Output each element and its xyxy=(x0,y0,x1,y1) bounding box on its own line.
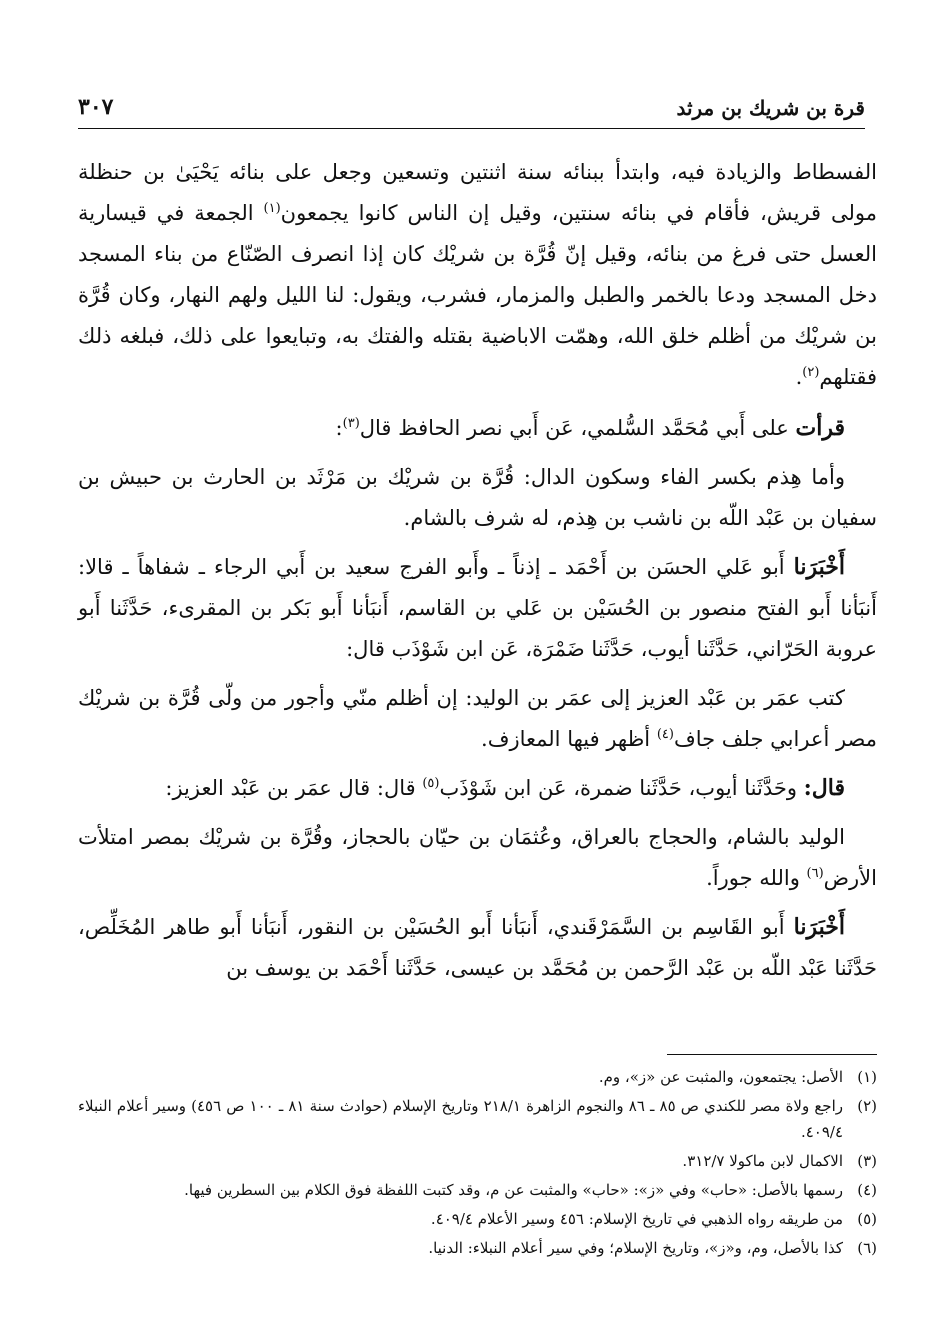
footnote-ref-3: (٣) xyxy=(342,416,360,431)
paragraph-7-text-b: والله جوراً. xyxy=(706,866,807,890)
page-header xyxy=(78,88,865,129)
footnotes xyxy=(78,1064,877,1264)
paragraph-6-text-b: قال: قال عمَر بن عَبْد العزيز: xyxy=(165,776,423,800)
paragraph-3: وأما هِذم بكسر الفاء وسكون الدال: قُرَّة بن شريْك بن مَرْثَد بن الحارث بن حبيش بن سفيان بن عَبْد اللّه بن ناشب بن هِذم، له شرف بالشام. xyxy=(78,465,877,530)
paragraph-1-text-c: . xyxy=(795,365,803,389)
footnote-ref-1: (١) xyxy=(263,201,281,216)
paragraph-5 xyxy=(78,678,877,760)
paragraph-1-text-b: الجمعة في قيسارية العسل حتى فرغ من بنائه، وقيل إنّ قُرَّة بن شريْك كان إذا انصرف الصّنّاع من بناء المسجد دخل المسجد ودعا بالخمر والطبل والمزمار، فشرب، ويقول: لنا الليل ولهم النهار، وكان قُرَّة بن شريْك من أظلم خلق الله، وهمّت الاباضية بقتله والفتك به، وتبايعوا على ذلك، فبلغه ذلك فقتلهم xyxy=(78,201,877,389)
paragraph-4-lead: أَخْبَرَنا xyxy=(793,554,845,580)
paragraph-8-lead: أَخْبَرَنا xyxy=(793,914,845,940)
footnote-number: (٦) xyxy=(857,1239,877,1257)
main-text xyxy=(78,152,877,997)
footnote-1 xyxy=(78,1064,877,1090)
paragraph-6-lead: قال: xyxy=(803,775,845,801)
paragraph-2-text-b: : xyxy=(335,416,343,440)
footnote-text: كذا بالأصل، وم، و«ز»، وتاريخ الإسلام؛ وفي سير أعلام النبلاء: الدنيا. xyxy=(428,1239,843,1257)
footnote-2 xyxy=(78,1093,877,1145)
footnote-text: الأصل: يجتمعون، والمثبت عن «ز»، وم. xyxy=(598,1068,843,1086)
footnote-number: (١) xyxy=(857,1068,877,1086)
paragraph-1 xyxy=(78,152,877,398)
footnote-text: من طريقه رواه الذهبي في تاريخ الإسلام: ٤٥٦ وسير الأعلام ٤٠٩/٤. xyxy=(430,1210,843,1228)
paragraph-7 xyxy=(78,817,877,899)
footnote-number: (٢) xyxy=(857,1097,877,1115)
paragraph-2-lead: قرأت xyxy=(795,415,845,441)
footnote-ref-4: (٤) xyxy=(656,727,674,742)
paragraph-8 xyxy=(78,907,877,989)
paragraph-6-text-a: وحَدَّثَنا أيوب، حَدَّثَنا ضمرة، عَن ابن شَوْذَب xyxy=(439,776,804,800)
paragraph-5-text-a: كتب عمَر بن عَبْد العزيز إلى عمَر بن الوليد: إن أظلم منّي وأجور من ولّى قُرَّة بن شريْك مصر أعرابي جلف جاف xyxy=(78,686,877,751)
footnote-ref-5: (٥) xyxy=(422,776,440,791)
footnote-3 xyxy=(78,1148,877,1174)
paragraph-2 xyxy=(78,408,877,449)
footnote-6 xyxy=(78,1235,877,1261)
footnote-5 xyxy=(78,1206,877,1232)
paragraph-7-text-a: الوليد بالشام، والحجاج بالعراق، وعُثمَان بن حيّان بالحجاز، وقُرَّة بن شريْك بمصر امتلأت الأرض xyxy=(78,825,877,890)
running-title: قرة بن شريك بن مرثد xyxy=(676,96,865,120)
paragraph-4 xyxy=(78,547,877,670)
footnote-number: (٥) xyxy=(857,1210,877,1228)
footnote-4 xyxy=(78,1177,877,1203)
footnote-divider xyxy=(667,1054,877,1055)
paragraph-6 xyxy=(78,768,877,809)
footnote-number: (٤) xyxy=(857,1181,877,1199)
paragraph-4-text: أَبو عَلي الحسَن بن أَحْمَد ـ إذناً ـ وأَبو الفرج سعيد بن أَبي الرجاء ـ شفاهاً ـ قالا: أَنبَأنا أَبو الفتح منصور بن الحُسَيْن بن عَلي بن القاسم، أَنبَأنا أَبو بَكر بن المقرىء، حَدَّثَنا أَبو عروبة الحَرّاني، حَدَّثَنا أيوب، حَدَّثَنا ضَمْرَة، عَن ابن شَوْذَب قال: xyxy=(78,555,877,661)
footnote-number: (٣) xyxy=(857,1152,877,1170)
footnote-text: راجع ولاة مصر للكندي ص ٨٥ ـ ٨٦ والنجوم الزاهرة ٢١٨/١ وتاريخ الإسلام (حوادث سنة ٨١ ـ ١٠٠ ص ٤٥٦) وسير أعلام النبلاء ٤٠٩/٤. xyxy=(78,1097,843,1141)
paragraph-2-text-a: على أَبي مُحَمَّد السُّلمي، عَن أَبي نصر الحافظ قال xyxy=(359,416,796,440)
paragraph-8-text: أَبو القَاسِم بن السَّمَرْقَندي، أَنبَأنا أَبو الحُسَيْن بن النقور، أَنبَأنا أَبو طاهر المُخَلِّص، حَدَّثَنا عَبْد اللّه بن عَبْد الرَّحمن بن مُحَمَّد بن عيسى، حَدَّثَنا أَحْمَد بن يوسف بن xyxy=(78,915,877,980)
footnote-text: الاكمال لابن ماكولا ٣١٢/٧. xyxy=(682,1152,843,1170)
footnote-text: رسمها بالأصل: «حاب» وفي «ز»: «حاب» والمثبت عن م، وقد كتبت اللفظة فوق الكلام بين السطرين فيها. xyxy=(184,1181,843,1199)
page-number: ٣٠٧ xyxy=(78,94,114,120)
paragraph-5-text-b: أظهر فيها المعازف. xyxy=(481,727,657,751)
paragraph-1-text-a: الفسطاط والزيادة فيه، وابتدأ ببنائه سنة اثنتين وتسعين وجعل على بنائه يَحْيَىٰ بن حنظلة مولى قريش، فأقام في بنائه سنتين، وقيل إن الناس كانوا يجمعون xyxy=(78,160,878,225)
footnote-ref-2: (٢) xyxy=(802,365,820,380)
footnote-ref-6: (٦) xyxy=(806,866,824,881)
